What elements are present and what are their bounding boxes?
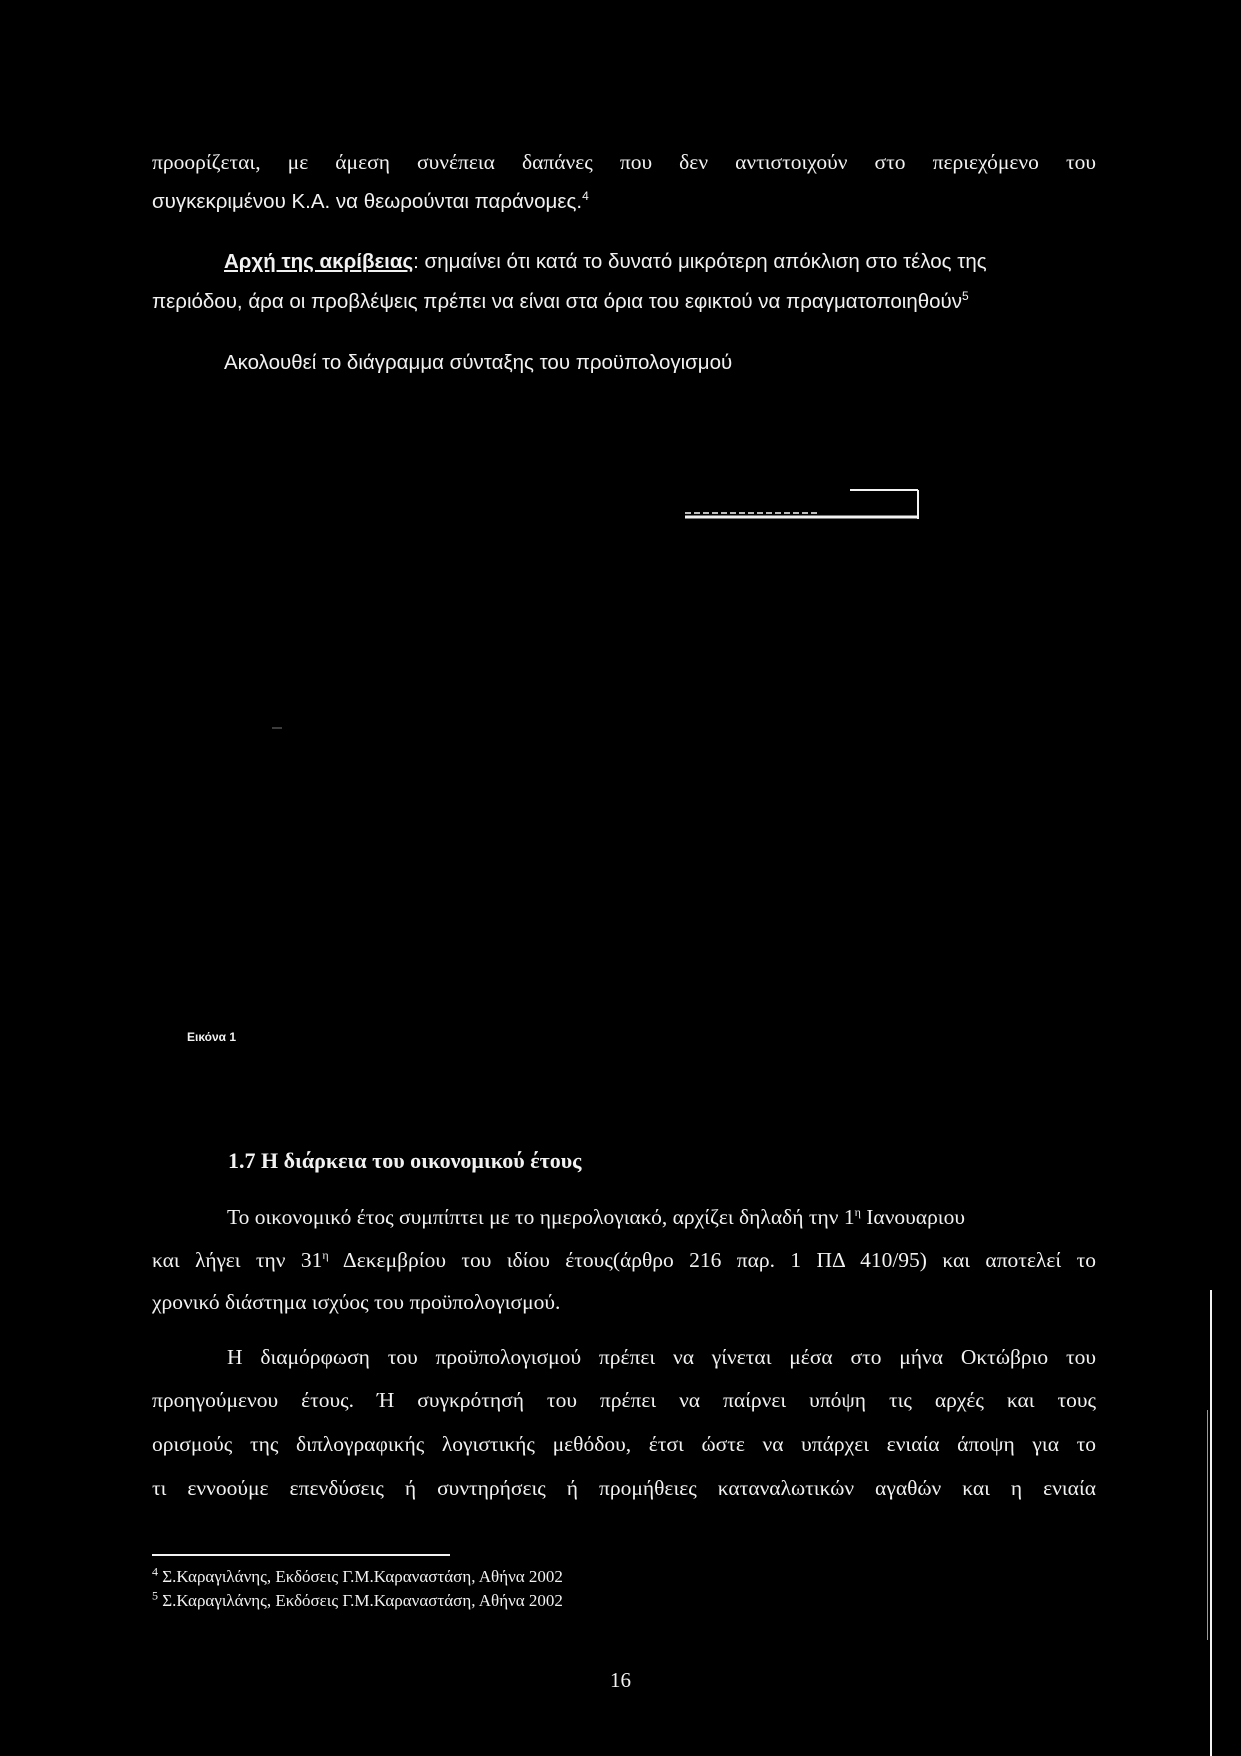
principle-term: Αρχή της ακρίβειας <box>224 250 414 273</box>
paragraph-line <box>152 150 1096 175</box>
accuracy-principle-line <box>224 250 987 274</box>
footnote <box>152 1588 563 1611</box>
figure-caption <box>187 1030 236 1044</box>
footnote-number: 5 <box>152 1588 158 1603</box>
paragraph-text: και λήγει την 31 <box>152 1248 323 1272</box>
diagram-fragment <box>200 400 1100 1000</box>
paragraph-text: Η διαμόρφωση του προϋπολογισμού πρέπει να γίνεται μέσα στο μήνα Οκτώβριο του <box>227 1345 1096 1369</box>
paragraph-line <box>152 1290 560 1315</box>
paragraph-line <box>152 1388 1096 1413</box>
paragraph-line <box>227 1345 1096 1370</box>
footnote-number: 4 <box>152 1564 158 1579</box>
paragraph-line <box>152 1432 1096 1457</box>
paragraph-line <box>152 190 589 214</box>
margin-line <box>1207 1410 1208 1640</box>
paragraph-text: ορισμούς της διπλογραφικής λογιστικής μεθόδου, έτσι ώστε να υπάρχει ενιαία άποψη για το <box>152 1432 1096 1456</box>
section-heading-text: 1.7 Η διάρκεια του οικονομικού έτους <box>228 1148 582 1173</box>
paragraph-line <box>227 1205 965 1230</box>
paragraph-line <box>152 1476 1096 1501</box>
paragraph-text: προηγούμενου έτους. Ή συγκρότησή του πρέπει να παίρνει υπόψη τις αρχές και τους <box>152 1388 1096 1412</box>
footnote-text: Σ.Καραγιλάνης, Εκδόσεις Γ.Μ.Καραναστάση, Αθήνα 2002 <box>158 1567 563 1586</box>
paragraph-text: συγκεκριμένου Κ.Α. να θεωρούνται παράνομες. <box>152 190 583 213</box>
principle-text: περιόδου, άρα οι προβλέψεις πρέπει να είναι στα όρια του εφικτού να πραγματοποιηθούν <box>152 290 963 313</box>
paragraph-text: προορίζεται, με άμεση συνέπεια δαπάνες που δεν αντιστοιχούν στο περιεχόμενο του <box>152 150 1096 174</box>
diagram-intro <box>224 351 732 375</box>
ordinal-suffix: η <box>322 1247 329 1262</box>
diagram-intro-text: Ακολουθεί το διάγραμμα σύνταξης του προϋπολογισμού <box>224 351 733 374</box>
page-number <box>610 1668 631 1693</box>
paragraph-text: Δεκεμβρίου του ιδίου έτους(άρθρο 216 παρ. 1 ΠΔ 410/95) και αποτελεί το <box>328 1248 1096 1272</box>
footnote-ref: 4 <box>582 189 589 204</box>
footnote-separator <box>152 1554 450 1556</box>
footnote-ref: 5 <box>962 289 969 304</box>
footnote-text: Σ.Καραγιλάνης, Εκδόσεις Γ.Μ.Καραναστάση, Αθήνα 2002 <box>158 1591 563 1610</box>
paragraph-text: Το οικονομικό έτος συμπίπτει με το ημερολογιακό, αρχίζει δηλαδή την 1 <box>227 1205 855 1229</box>
paragraph-text: Ιανουαριου <box>860 1205 965 1229</box>
figure-caption-text: Εικόνα 1 <box>187 1030 237 1044</box>
page-number-text: 16 <box>610 1668 631 1692</box>
ordinal-suffix: η <box>854 1204 861 1219</box>
diagram-figure <box>200 400 1100 1000</box>
paragraph-text: χρονικό διάστημα ισχύος του προϋπολογισμού. <box>152 1290 561 1314</box>
principle-text: : σημαίνει ότι κατά το δυνατό μικρότερη απόκλιση στο τέλος της <box>413 250 987 273</box>
section-heading <box>228 1148 581 1174</box>
paragraph-text: τι εννοούμε επενδύσεις ή συντηρήσεις ή προμήθειες καταναλωτικών αγαθών και η ενιαία <box>152 1476 1096 1500</box>
paragraph-line <box>152 1248 1096 1273</box>
accuracy-principle-line <box>152 290 969 314</box>
footnote <box>152 1564 563 1587</box>
margin-line <box>1210 1290 1212 1756</box>
